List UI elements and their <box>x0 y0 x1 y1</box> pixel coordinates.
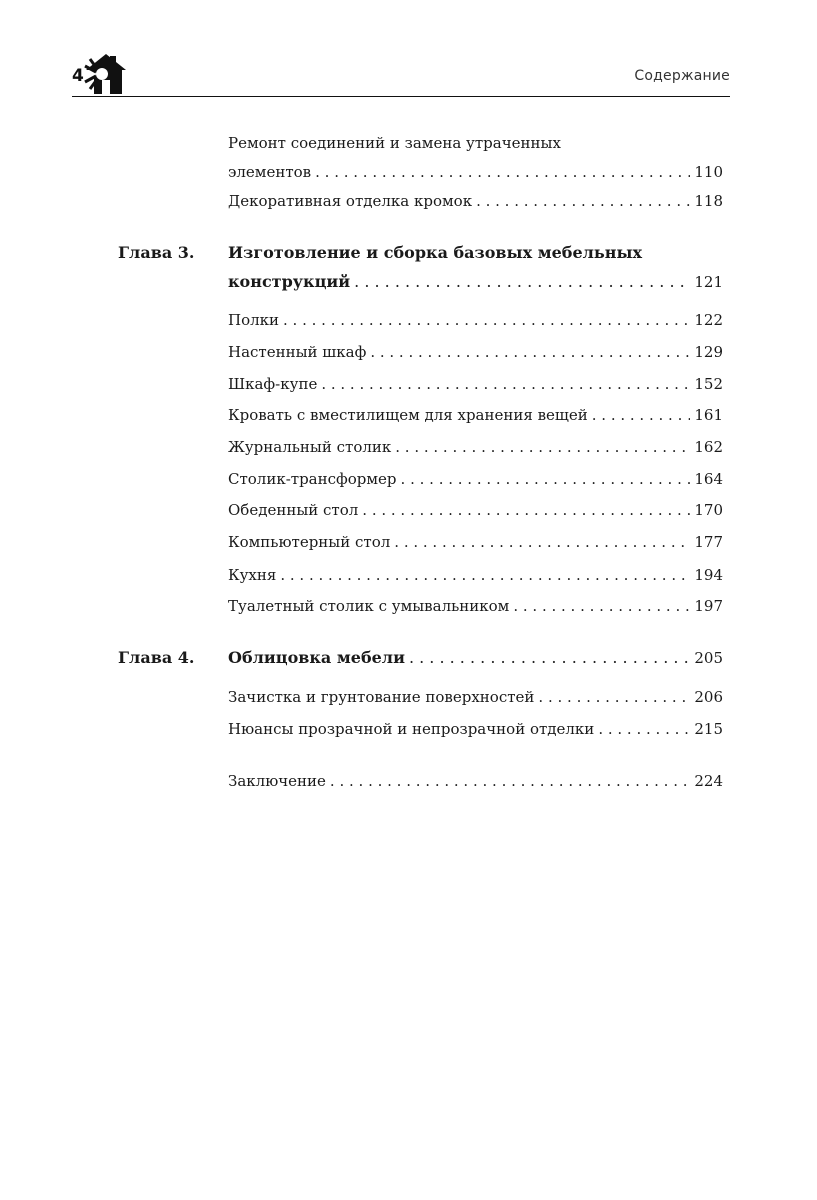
toc-page-number: 205 <box>694 649 723 667</box>
toc-entry[interactable] <box>228 436 723 458</box>
leader-dots <box>395 436 690 458</box>
toc-chapter-entry[interactable] <box>228 242 723 293</box>
toc-entry-title: элементов <box>228 163 312 181</box>
toc-entry[interactable] <box>228 373 723 395</box>
toc-page-number: 194 <box>694 566 723 584</box>
leader-dots <box>280 564 690 586</box>
toc-entry-title: Обеденный стол <box>228 501 359 519</box>
toc-entry[interactable] <box>228 595 723 617</box>
toc-entry[interactable] <box>228 499 723 521</box>
toc-page-number: 215 <box>694 720 723 738</box>
toc-entry[interactable] <box>228 564 723 586</box>
leader-dots <box>476 190 690 212</box>
chapter-label: Глава 4. <box>118 648 195 667</box>
chapter-label: Глава 3. <box>118 243 195 262</box>
toc-page-number: 118 <box>694 192 723 210</box>
toc-entry-title: Столик-трансформер <box>228 470 397 488</box>
leader-dots <box>409 647 690 669</box>
toc-entry-title: Кухня <box>228 566 277 584</box>
toc-page-number: 110 <box>694 163 723 181</box>
toc-entry[interactable] <box>228 341 723 363</box>
toc-page-number: 121 <box>694 273 723 291</box>
toc-page-number: 129 <box>694 343 723 361</box>
leader-dots <box>394 531 690 553</box>
toc-page-number: 122 <box>694 311 723 329</box>
house-logo-icon <box>72 50 128 96</box>
leader-dots <box>354 271 690 293</box>
leader-dots <box>592 404 691 426</box>
toc-page-number: 170 <box>694 501 723 519</box>
toc-entry-title: Шкаф-купе <box>228 375 318 393</box>
toc-page-number: 197 <box>694 597 723 615</box>
page-number: 4 <box>72 66 84 86</box>
leader-dots <box>598 718 690 740</box>
page-header <box>72 46 730 97</box>
toc-entry-title: Заключение <box>228 772 326 790</box>
toc-page-number: 177 <box>694 533 723 551</box>
toc-entry[interactable] <box>228 404 723 426</box>
toc-entry-title: Компьютерный стол <box>228 533 391 551</box>
toc-entry-title: Ремонт соединений и замена утраченных <box>228 134 561 152</box>
toc-chapter-entry[interactable] <box>228 647 723 669</box>
toc-page-number: 164 <box>694 470 723 488</box>
leader-dots <box>401 468 691 490</box>
toc-entry-title: Журнальный столик <box>228 438 392 456</box>
toc-entry-title: Кровать с вместилищем для хранения вещей <box>228 406 588 424</box>
toc-entry[interactable] <box>228 190 723 212</box>
toc-entry-title: Туалетный столик с умывальником <box>228 597 510 615</box>
toc-entry[interactable] <box>228 770 723 792</box>
toc-entry-title: Декоративная отделка кромок <box>228 192 473 210</box>
leader-dots <box>370 341 690 363</box>
leader-dots <box>538 686 690 708</box>
leader-dots <box>362 499 690 521</box>
toc-entry-title: конструкций <box>228 272 351 291</box>
toc-page-number: 206 <box>694 688 723 706</box>
leader-dots <box>330 770 690 792</box>
toc-entry[interactable] <box>228 531 723 553</box>
leader-dots <box>513 595 690 617</box>
toc-entry[interactable] <box>228 132 723 183</box>
toc-page-number: 224 <box>694 772 723 790</box>
toc-entry-title: Полки <box>228 311 280 329</box>
toc-entry[interactable] <box>228 468 723 490</box>
toc-entry-title: Изготовление и сборка базовых мебельных <box>228 243 643 262</box>
toc-entry-title: Зачистка и грунтование поверхностей <box>228 688 535 706</box>
toc-page-number: 152 <box>694 375 723 393</box>
leader-dots <box>283 309 690 331</box>
toc-entry-title: Настенный шкаф <box>228 343 367 361</box>
toc-page-number: 162 <box>694 438 723 456</box>
toc-entry-title: Нюансы прозрачной и непрозрачной отделки <box>228 720 595 738</box>
leader-dots <box>315 161 690 183</box>
running-title: Содержание <box>634 68 730 84</box>
toc-entry-title: Облицовка мебели <box>228 648 405 667</box>
toc-entry[interactable] <box>228 309 723 331</box>
toc-page-number: 161 <box>694 406 723 424</box>
toc-entry[interactable] <box>228 718 723 740</box>
leader-dots <box>321 373 690 395</box>
toc-entry[interactable] <box>228 686 723 708</box>
